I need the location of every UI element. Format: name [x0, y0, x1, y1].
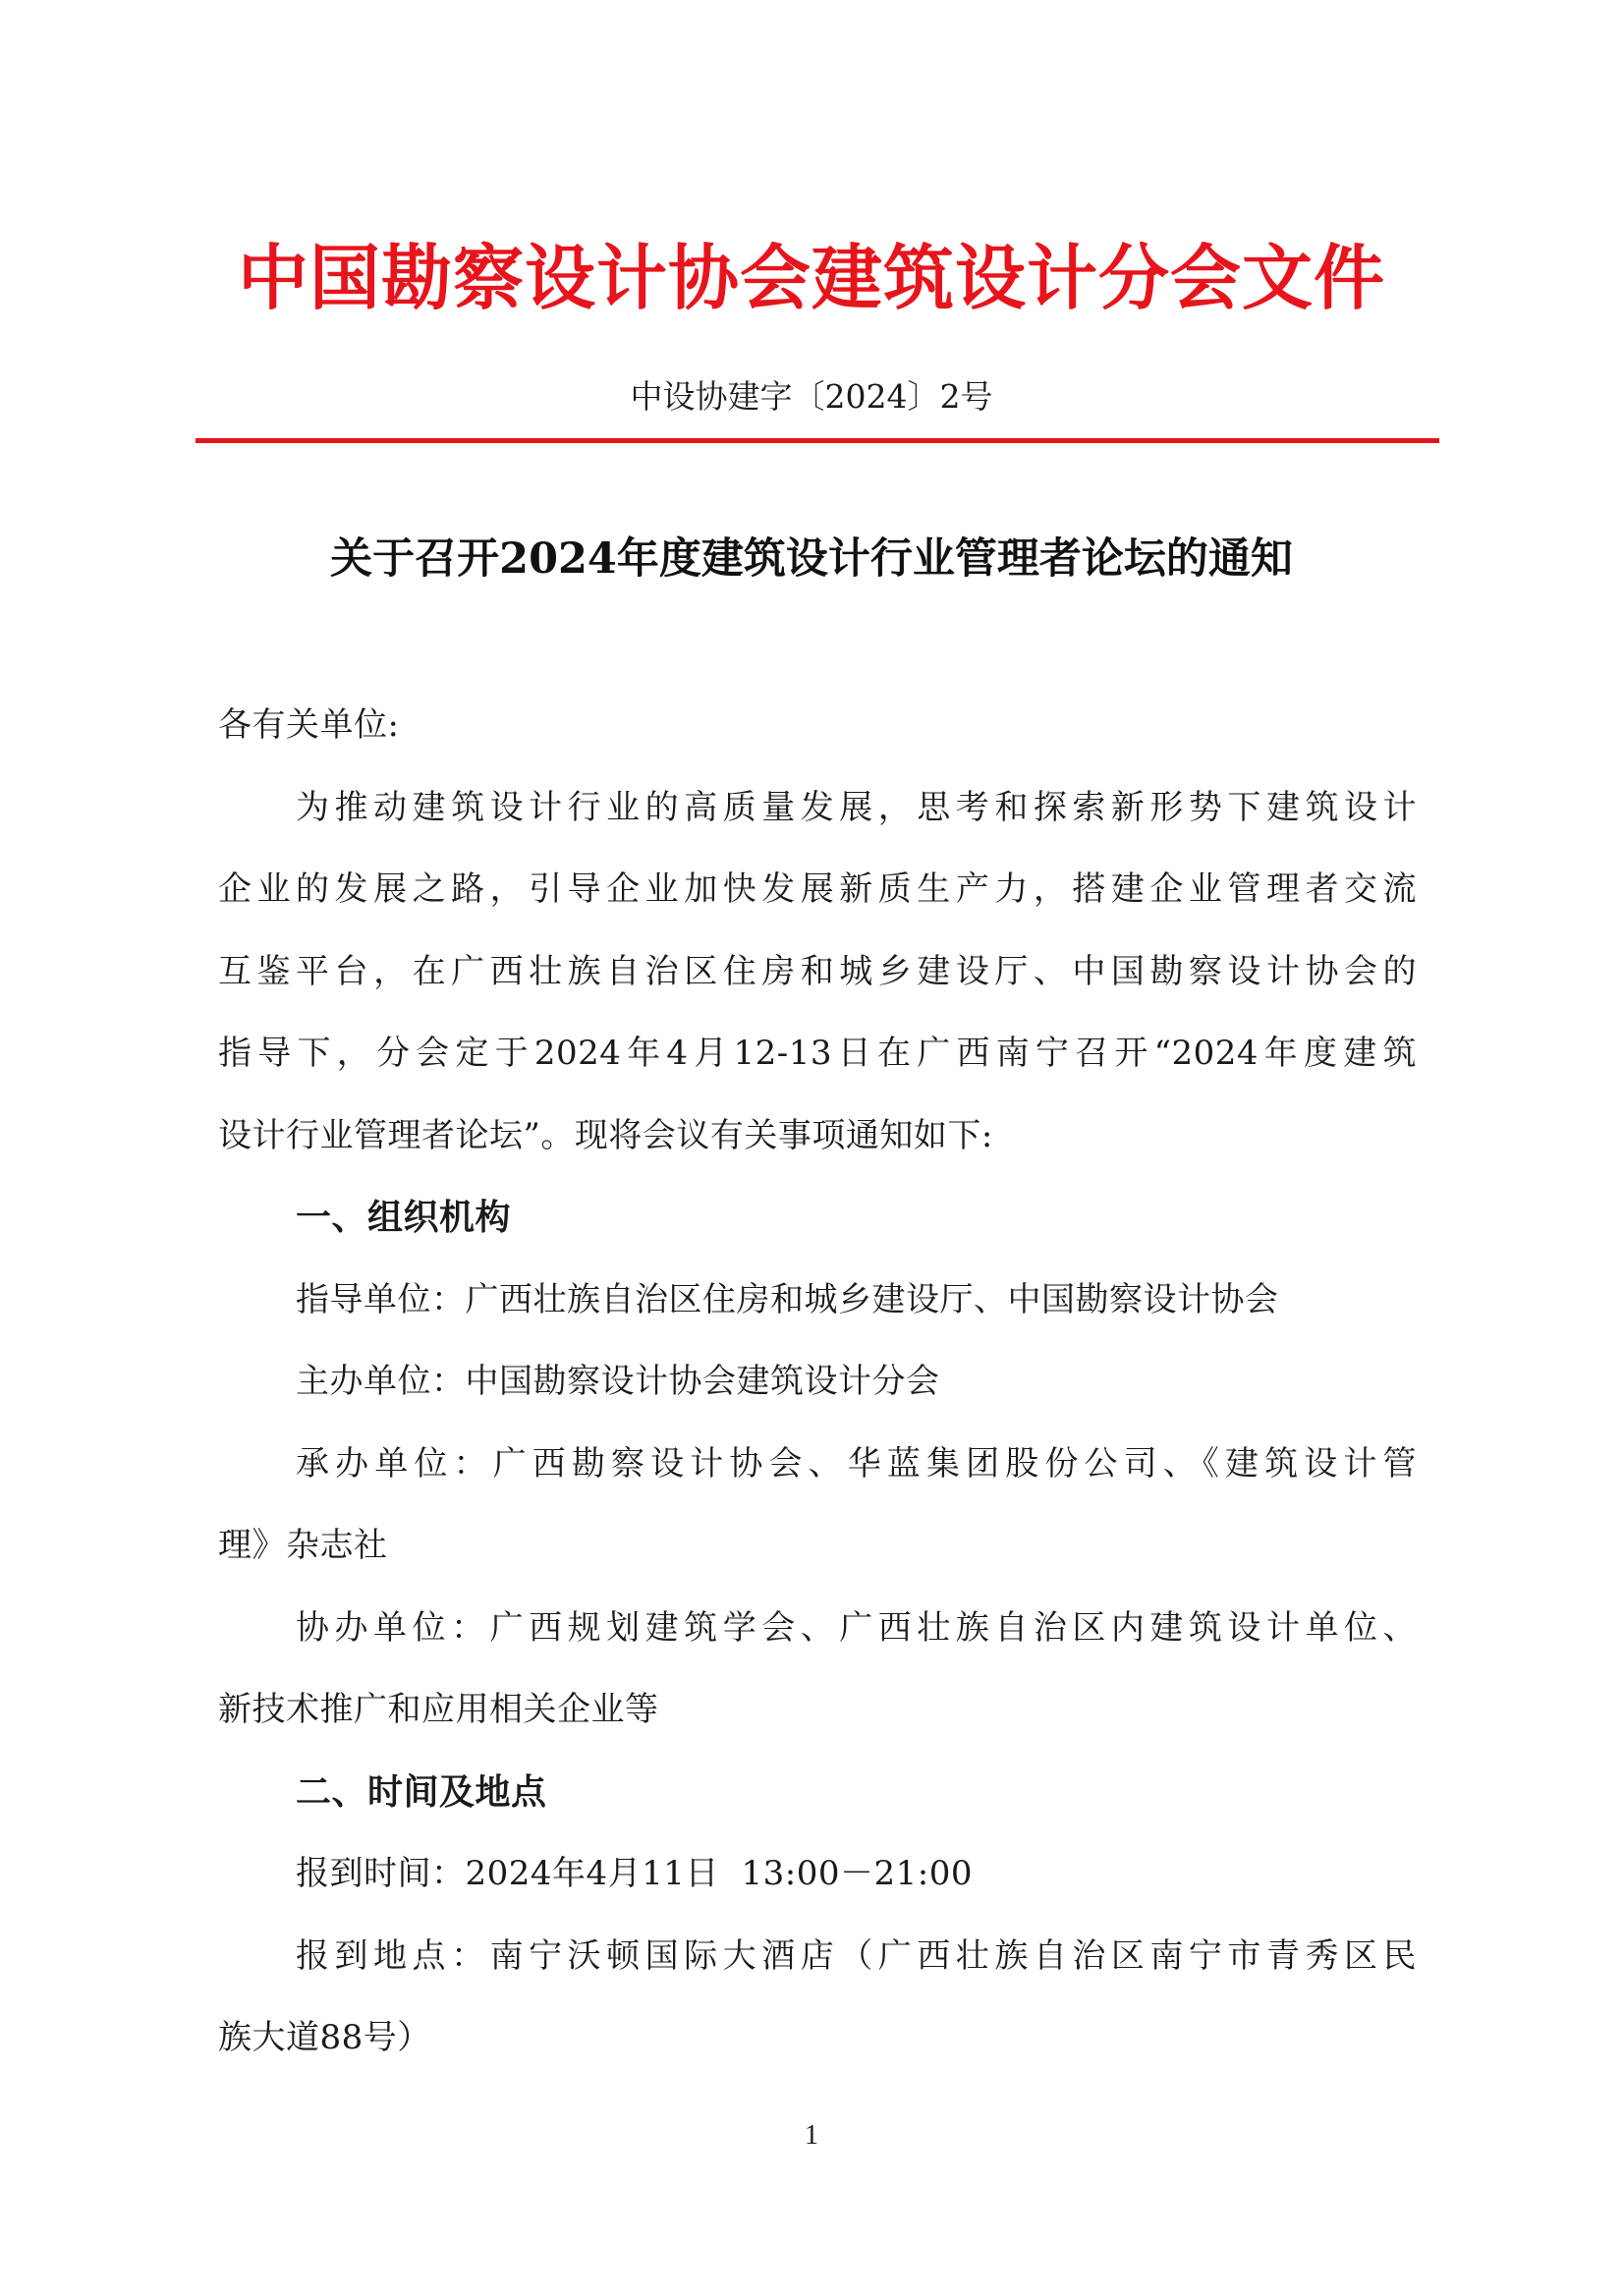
- intro-line: 为推动建筑设计行业的高质量发展，思考和探索新形势下建筑设计: [296, 787, 1417, 827]
- co-organizer-unit-line: 新技术推广和应用相关企业等: [218, 1690, 659, 1729]
- guide-unit-line: 指导单位：广西壮族自治区住房和城乡建设厅、中国勘察设计协会: [296, 1279, 1279, 1319]
- organizer-unit-line: 承办单位：广西勘察设计协会、华蓝集团股份公司、《建筑设计管: [296, 1443, 1417, 1484]
- section-heading-time-place: 二、时间及地点: [296, 1770, 547, 1813]
- red-divider-line: [196, 438, 1439, 443]
- page-number: 1: [805, 2120, 818, 2151]
- org-masthead-title: 中国勘察设计协会建筑设计分会文件: [237, 236, 1385, 319]
- host-unit-line: 主办单位：中国勘察设计协会建筑设计分会: [296, 1362, 940, 1401]
- checkin-place-line: 报到地点：南宁沃顿国际大酒店（广西壮族自治区南宁市青秀区民: [296, 1935, 1417, 1976]
- section-heading-organization: 一、组织机构: [296, 1197, 512, 1238]
- checkin-place-line: 族大道88号）: [218, 2018, 431, 2057]
- document-body: [218, 696, 1417, 2091]
- intro-line: 互鉴平台，在广西壮族自治区住房和城乡建设厅、中国勘察设计协会的: [218, 951, 1417, 991]
- intro-line: 指导下，分会定于2024年4月12-13日在广西南宁召开“2024年度建筑: [218, 1034, 1417, 1073]
- intro-line: 企业的发展之路，引导企业加快发展新质生产力，搭建企业管理者交流: [218, 869, 1417, 909]
- checkin-time-line: 报到时间：2024年4月11日 13:00－21:00: [296, 1854, 974, 1893]
- document-number: 中设协建字〔2024〕2号: [630, 377, 993, 416]
- salutation: 各有关单位:: [218, 705, 400, 745]
- organizer-unit-line: 理》杂志社: [218, 1526, 388, 1565]
- co-organizer-unit-line: 协办单位：广西规划建筑学会、广西壮族自治区内建筑设计单位、: [296, 1607, 1417, 1648]
- intro-line: 设计行业管理者论坛”。现将会议有关事项通知如下:: [218, 1115, 993, 1155]
- document-title: 关于召开2024年度建筑设计行业管理者论坛的通知: [330, 534, 1293, 584]
